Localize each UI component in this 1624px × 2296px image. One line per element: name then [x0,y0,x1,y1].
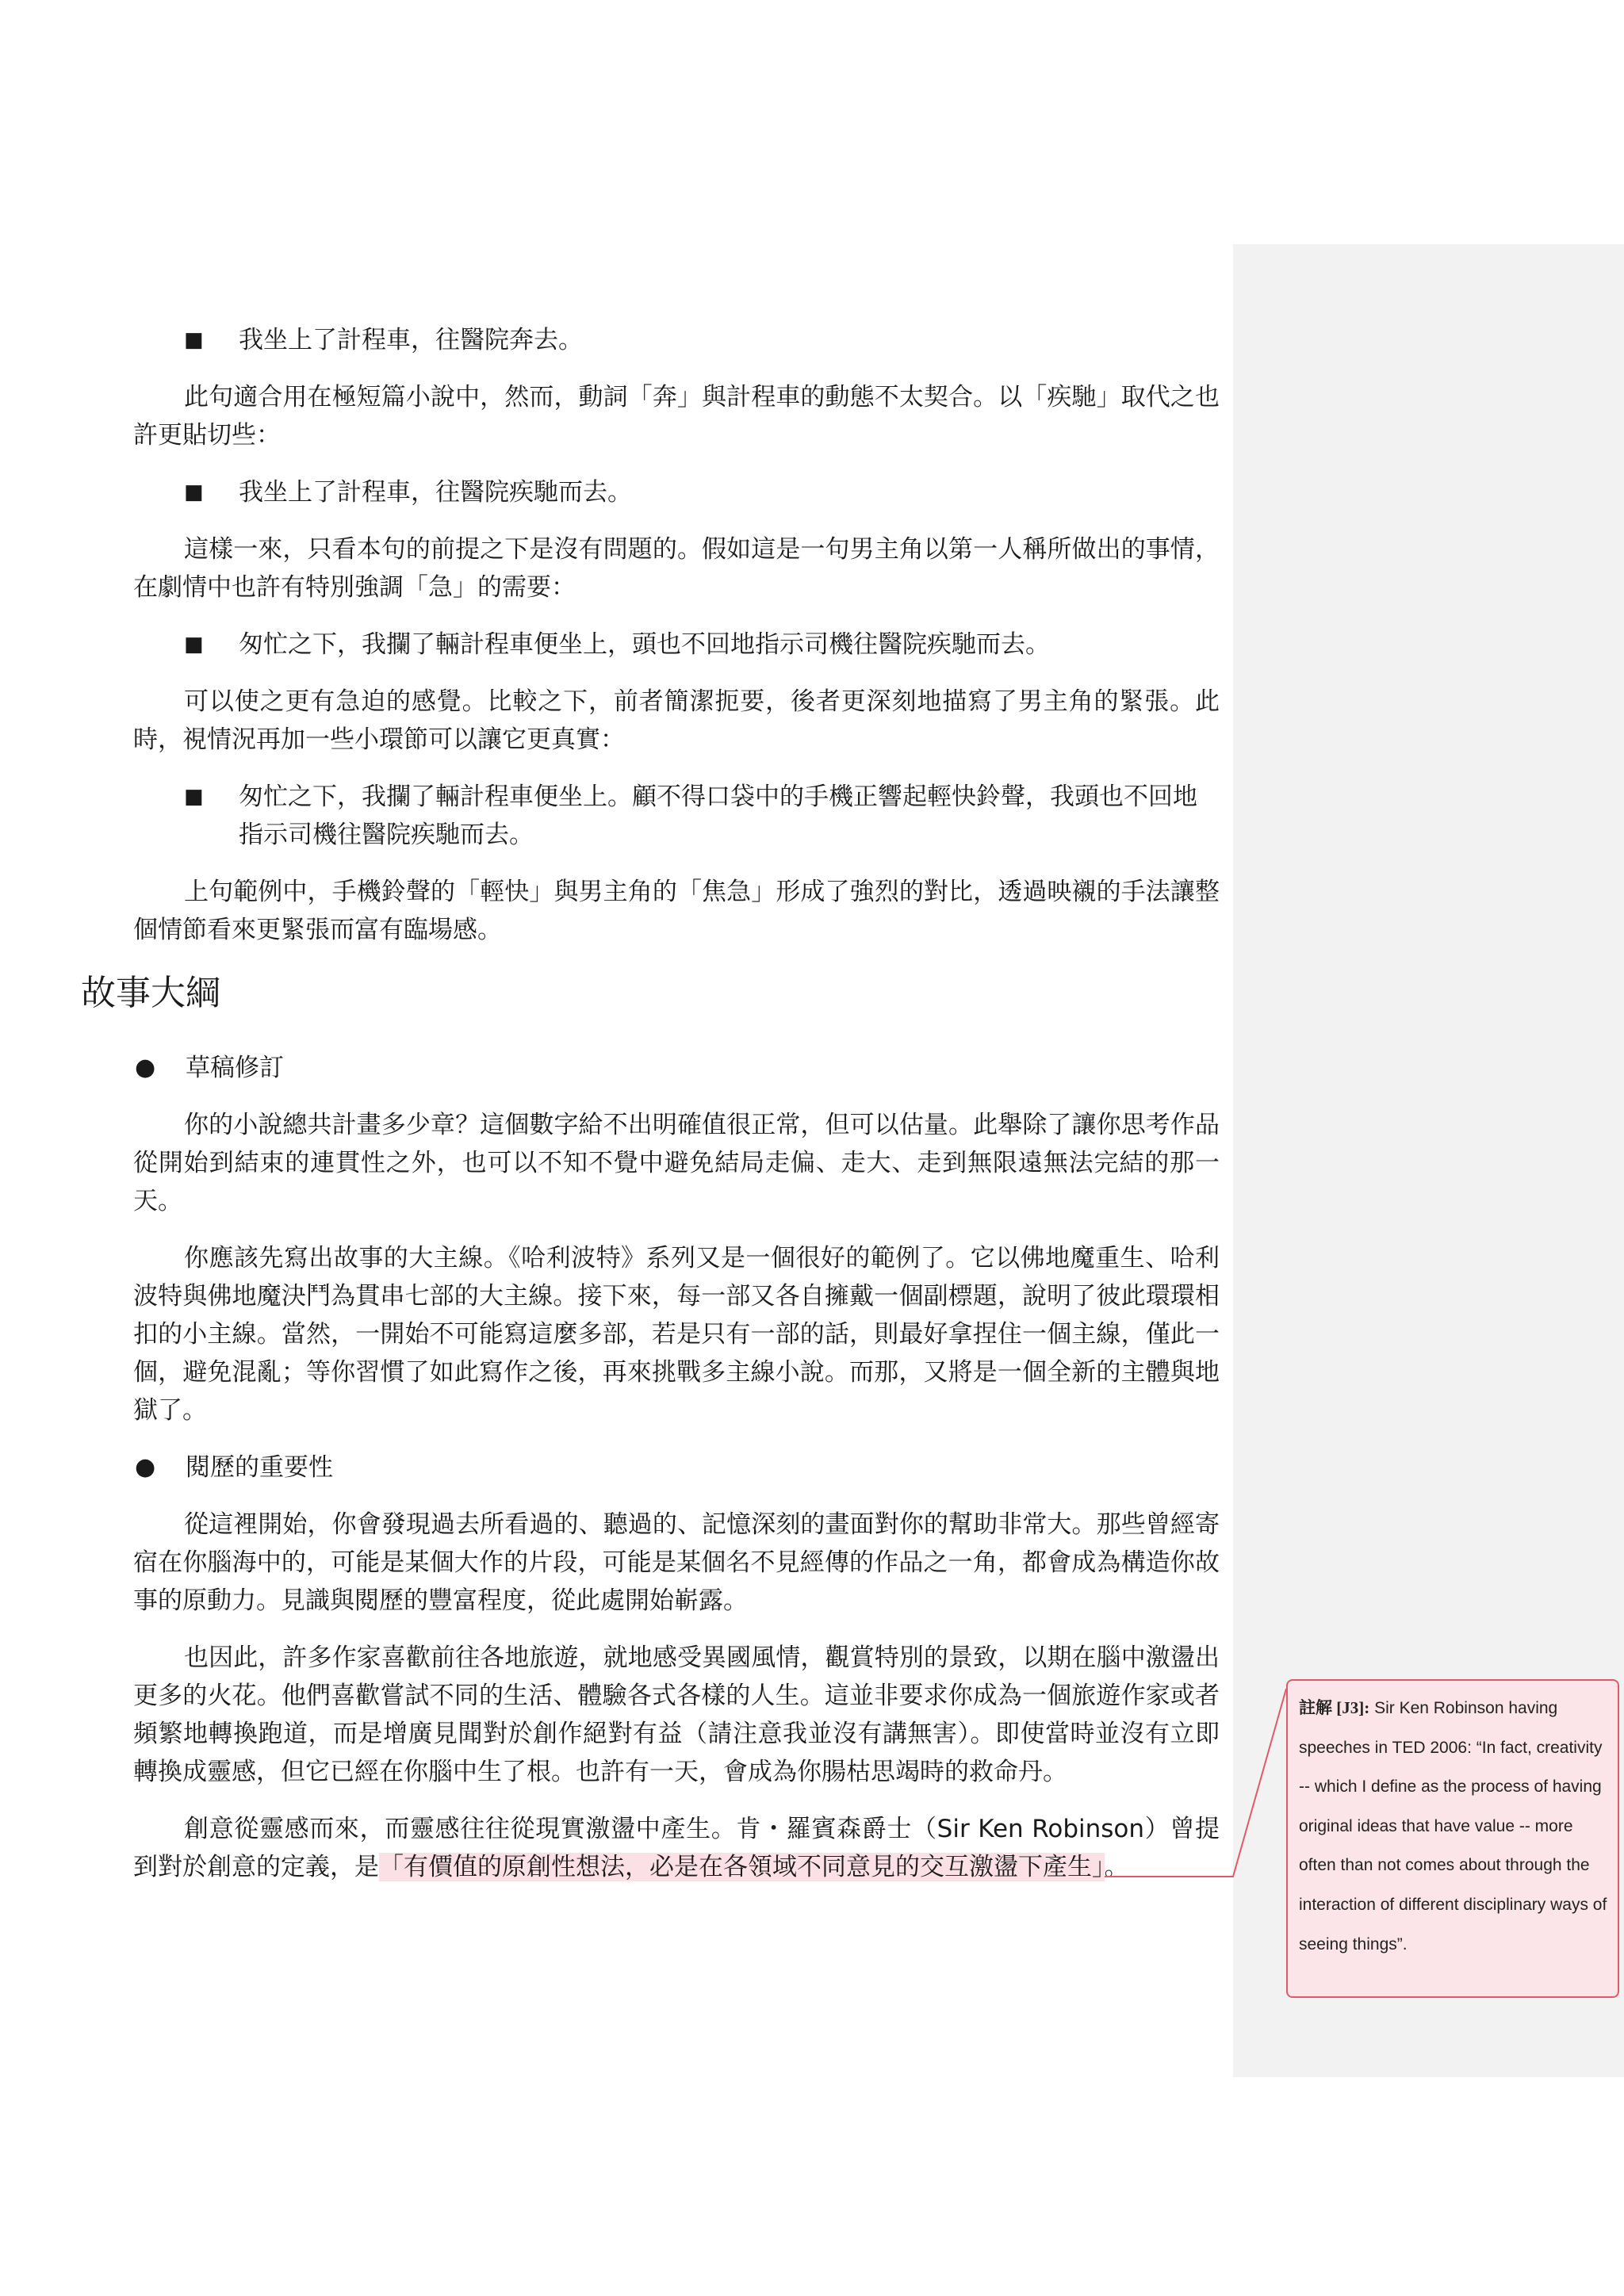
square-bullet-icon: ■ [184,480,204,504]
quote-open: 「 [379,1853,404,1881]
example-bullet-3 [133,626,1220,664]
paragraph-4: 上句範例中，手機鈴聲的「輕快」與男主角的「焦急」形成了強烈的對比，透過映襯的手法讓整個情節看來更緊張而富有臨場感。 [133,878,1220,944]
outline-bullet-2 [133,1448,1220,1487]
paragraph-5: 你的小說總共計畫多少章？這個數字給不出明確值很正常，但可以估量。此舉除了讓你思考作品從開始到結束的連貫性之外，也可以不知不覺中避免結局走偏、走大、走到無限遠無法完結的那一天。 [133,1111,1220,1215]
bullet-text: 我坐上了計程車，往醫院奔去。 [239,326,583,354]
paragraph-1: 此句適合用在極短篇小說中，然而，動詞「奔」與計程車的動態不太契合。以「疾馳」取代之也許更貼切些： [133,383,1220,450]
comment-balloon[interactable] [1286,1679,1619,1998]
bullet-text: 我坐上了計程車，往醫院疾馳而去。 [239,478,632,507]
paragraph-6: 你應該先寫出故事的大主線。《哈利波特》系列又是一個很好的範例了。它以佛地魔重生、哈利波特與佛地魔決鬥為貫串七部的大主線。接下來，每一部又各自擁戴一個副標題，說明了彼此環環相扣的小主線。當然，一開始不可能寫這麼多部，若是只有一部的話，則最好拿捏住一個主線，僅此一個，避免混亂；等你習慣了如此寫作之後，再來挑戰多主線小說。而那，又將是一個全新的主體與地獄了。 [133,1244,1220,1425]
paragraph-7: 從這裡開始，你會發現過去所看過的、聽過的、記憶深刻的畫面對你的幫助非常大。那些曾經寄宿在你腦海中的，可能是某個大作的片段，可能是某個名不見經傳的作品之一角，都會成為構造你故事的原動力。見識與閱歷的豐富程度，從此處開始嶄露。 [133,1510,1220,1615]
square-bullet-icon: ■ [184,785,204,809]
example-bullet-1 [133,321,1220,359]
section-heading: 故事大綱 [81,973,220,1013]
comment-label: 註解 [J3]: [1299,1698,1370,1717]
document-body [81,321,1220,1905]
square-bullet-icon: ■ [184,328,204,352]
dot-bullet-icon: ● [135,1054,156,1081]
example-bullet-2 [133,473,1220,511]
paragraph-9-text: 創意從靈感而來，而靈感往往從現實激盪中產生。肯・羅賓森爵士（Sir Ken Robinson）曾提到對於創意的定義，是 [133,1815,1220,1881]
bullet-text: 匆忙之下，我攔了輛計程車便坐上。顧不得口袋中的手機正響起輕快鈴聲，我頭也不回地指示司機往醫院疾馳而去。 [239,783,1197,849]
paragraph-8: 也因此，許多作家喜歡前往各地旅遊，就地感受異國風情，觀賞特別的景致，以期在腦中激盪出更多的火花。他們喜歡嘗試不同的生活、體驗各式各樣的人生。這並非要求你成為一個旅遊作家或者頻繁地轉換跑道，而是增廣見聞對於創作絕對有益（請注意我並沒有講無害）。即使當時並沒有立即轉換成靈感，但它已經在你腦中生了根。也許有一天，會成為你腸枯思竭時的救命丹。 [133,1644,1220,1786]
paragraph-9-end: 。 [1104,1853,1129,1881]
comment-text: Sir Ken Robinson having speeches in TED 2006: “In fact, creativity -- which I define as the process of having original ideas that have value -- more often than not comes about through the interaction of different disciplinary ways of seeing things”. [1299,1699,1607,1954]
commented-quote[interactable]: 有價值的原創性想法，必是在各領域不同意見的交互激盪下產生 [404,1853,1092,1881]
bullet-text: 匆忙之下，我攔了輛計程車便坐上，頭也不回地指示司機往醫院疾馳而去。 [239,630,1050,659]
bullet-text: 閱歷的重要性 [186,1453,333,1482]
paragraph-3: 可以使之更有急迫的感覺。比較之下，前者簡潔扼要，後者更深刻地描寫了男主角的緊張。此時，視情況再加一些小環節可以讓它更真實： [133,687,1220,754]
square-bullet-icon: ■ [184,633,204,656]
dot-bullet-icon: ● [135,1453,156,1481]
paragraph-2: 這樣一來，只看本句的前提之下是沒有問題的。假如這是一句男主角以第一人稱所做出的事情，在劇情中也許有特別強調「急」的需要： [133,535,1220,602]
example-bullet-4 [133,778,1220,854]
outline-bullet-1 [133,1049,1220,1087]
paragraph-9 [133,1810,1220,1886]
bullet-text: 草稿修訂 [186,1054,284,1082]
quote-close: 」 [1092,1853,1105,1881]
